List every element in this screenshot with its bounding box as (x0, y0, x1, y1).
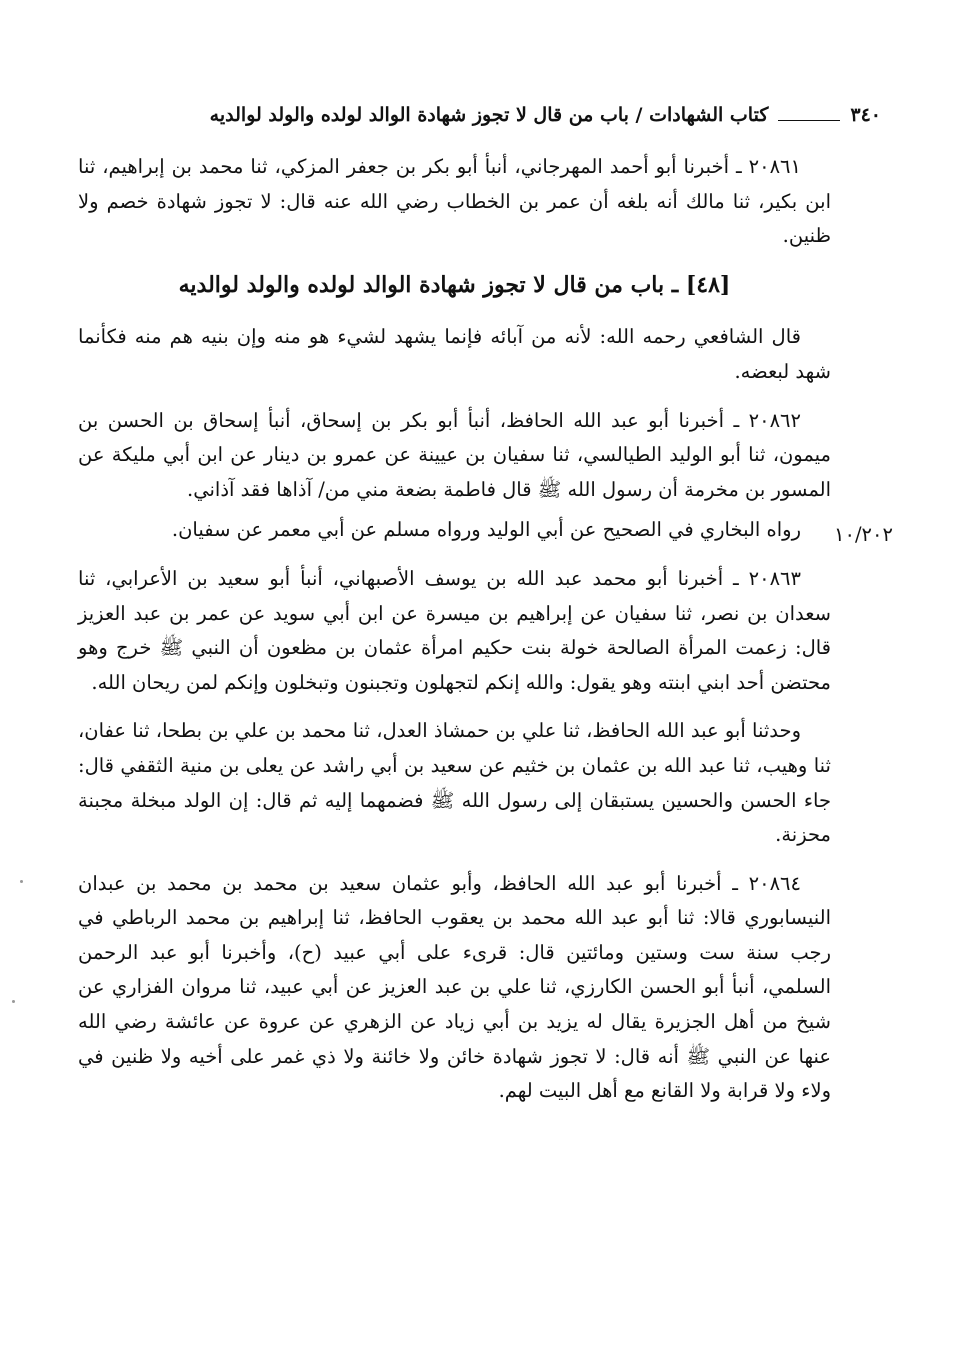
header-rule (778, 120, 840, 121)
paragraph-bukhari-note: رواه البخاري في الصحيح عن أبي الوليد ورواه مسلم عن أبي معمر عن سفيان. (171, 518, 801, 542)
page-number: ٣٤٠ (850, 104, 881, 126)
paragraph-shafii: قال الشافعي رحمه الله: لأنه من آبائه فإنما يشهد لشيء هو منه وإن بنيه هم منه فكأنما شهد لبعضه. (78, 325, 831, 383)
page-body (78, 150, 831, 1123)
paragraph-hadith-20864: ٢٠٨٦٤ ـ أخبرنا أبو عبد الله الحافظ، وأبو عثمان سعيد بن محمد بن محمد بن عبدان النيسابوري قالا: ثنا أبو عبد الله محمد بن يعقوب الحافظ، ثنا إبراهيم بن محمد الرباطي في رجب سنة ست وستين ومائتين قال: قرىء على أبي عبيد (ح)، وأخبرنا أبو عبد الرحمن السلمي، أنبأ أبو الحسن الكارزي، ثنا علي بن عبد العزيز عن أبي عبيد، ثنا مروان الفزاري عن شيخ من أهل الجزيرة يقال له يزيد بن أبي زياد عن الزهري عن عروة عن عائشة رضي الله عنها عن النبي ﷺ أنه قال: لا تجوز شهادة خائن ولا خائنة ولا ذي غمر على أخيه ولا ظنين في ولاء ولا قرابة ولا القانع مع أهل البيت لهم. (78, 871, 831, 1103)
margin-reference: ١٠/٢٠٢ (834, 523, 893, 546)
paragraph-hadith-20863: ٢٠٨٦٣ ـ أخبرنا أبو محمد عبد الله بن يوسف الأصبهاني، أنبأ أبو سعيد بن الأعرابي، ثنا سعدان بن نصر، ثنا سفيان عن إبراهيم بن ميسرة عن ابن أبي سويد عن عمر بن عبد العزيز قال: زعمت المرأة الصالحة خولة بنت حكيم امرأة عثمان بن مظعون أن النبي ﷺ خرج وهو محتضن أحد ابني ابنته وهو يقول: والله إنكم لتجهلون وتجبنون وتبخلون وإنكم لمن ريحان الله. (78, 566, 831, 694)
running-title: كتاب الشهادات / باب من قال لا تجوز شهادة الوالد لولده والولد لوالديه (209, 104, 769, 126)
paragraph-hadith-20862: ٢٠٨٦٢ ـ أخبرنا أبو عبد الله الحافظ، أنبأ أبو بكر بن إسحاق، أنبأ إسحاق بن الحسن بن ميمون، ثنا أبو الوليد الطيالسي، ثنا سفيان بن عيينة عن عمرو بن دينار عن ابن أبي مليكة عن المسور بن مخرمة أن رسول الله ﷺ قال فاطمة بضعة مني من/ آذاها فقد آذاني. (78, 408, 831, 501)
scan-speck (12, 1000, 15, 1003)
page-header (78, 98, 881, 132)
chapter-heading: [٤٨] ـ باب من قال لا تجوز شهادة الوالد لولده والولد لوالديه (178, 271, 731, 298)
paragraph-hadith-20861: ٢٠٨٦١ ـ أخبرنا أبو أحمد المهرجاني، أنبأ أبو بكر بن جعفر المزكي، ثنا محمد بن إبراهيم، ثنا ابن بكير، ثنا مالك أنه بلغه أن عمر بن الخطاب رضي الله عنه قال: لا تجوز شهادة خصم ولا ظنين. (78, 155, 831, 248)
scan-speck (20, 880, 23, 883)
paragraph-hadith-20863-b: وحدثنا أبو عبد الله الحافظ، ثنا علي بن حمشاذ العدل، ثنا محمد بن علي بن بطحا، ثنا عفان، ثنا وهيب، ثنا عبد الله بن عثمان بن خثيم عن سعيد بن أبي راشد عن يعلى بن منية الثقفي قال: جاء الحسن والحسين يستبقان إلى رسول الله ﷺ فضمهما إليه ثم قال: إن الولد مبخلة مجبنة محزنة. (78, 719, 831, 847)
